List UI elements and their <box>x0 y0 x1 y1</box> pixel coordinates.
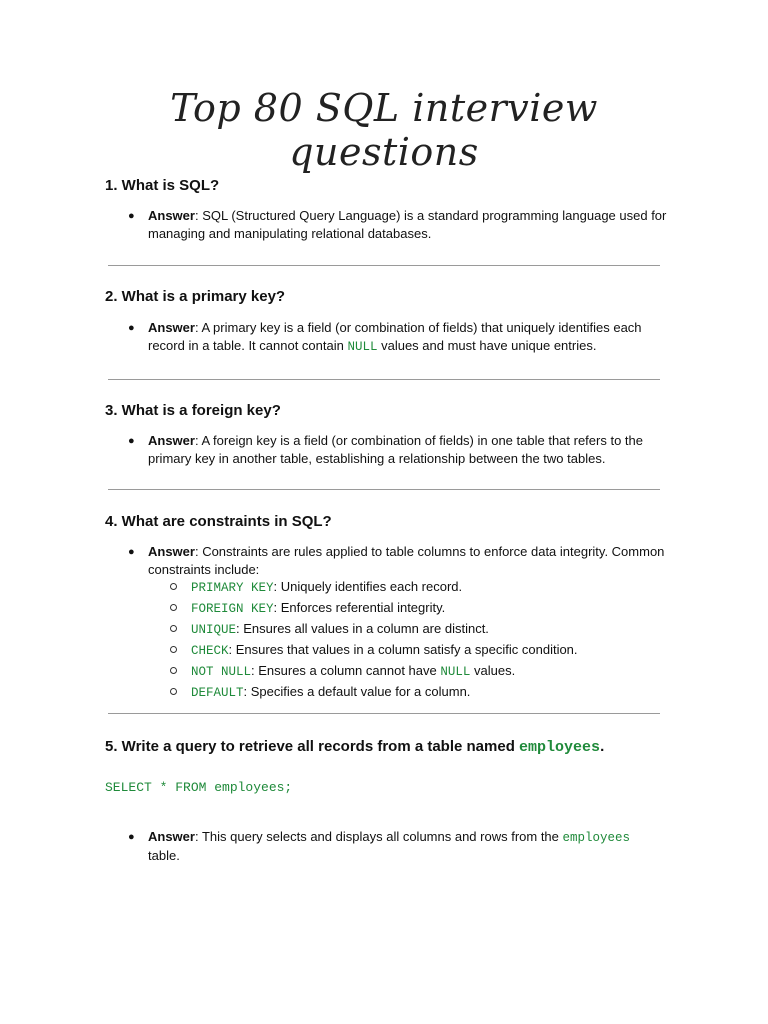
constraint-code: NOT NULL <box>191 665 252 679</box>
question-1-heading: 1. What is SQL? <box>105 177 220 194</box>
bullet-icon: ● <box>128 322 135 334</box>
list-item <box>170 577 670 598</box>
circle-bullet-icon <box>170 625 177 632</box>
question-3-answer <box>128 432 668 468</box>
question-5-heading-code: employees <box>519 739 601 756</box>
answer-text: : SQL (Structured Query Language) is a standard programming language used for managing and manipulating relational databases. <box>148 208 667 241</box>
answer-text: : A primary key is a field (or combination of fields) that uniquely identifies each record in a table. It cannot contain <box>148 320 642 353</box>
divider <box>108 379 660 380</box>
question-1-answer <box>128 207 668 243</box>
answer-text-end: values and must have unique entries. <box>377 338 597 353</box>
question-2-heading: 2. What is a primary key? <box>105 288 286 305</box>
question-5-answer <box>128 828 668 865</box>
constraint-code: FOREIGN KEY <box>191 602 274 616</box>
circle-bullet-icon <box>170 604 177 611</box>
answer-text: : Constraints are rules applied to table columns to enforce data integrity. Common constraints include: <box>148 544 665 577</box>
question-5-heading <box>105 738 604 757</box>
answer-text: : This query selects and displays all columns and rows from the <box>194 829 563 844</box>
list-item <box>170 661 670 682</box>
answer-label: Answer <box>148 208 195 223</box>
question-5-heading-text: 5. Write a query to retrieve all records from a table named <box>105 738 520 755</box>
constraints-list <box>170 577 670 703</box>
circle-bullet-icon <box>170 646 177 653</box>
constraint-text: : Ensures all values in a column are distinct. <box>236 621 489 636</box>
circle-bullet-icon <box>170 688 177 695</box>
constraint-code-null: NULL <box>440 665 471 679</box>
answer-text-end: table. <box>148 848 180 863</box>
inline-code-employees: employees <box>562 831 631 845</box>
constraint-code: UNIQUE <box>191 623 237 637</box>
constraint-text-end: values. <box>470 663 516 678</box>
constraint-code: PRIMARY KEY <box>191 581 274 595</box>
question-2-answer <box>128 319 668 356</box>
divider <box>108 265 660 266</box>
question-4-answer <box>128 543 668 579</box>
bullet-icon: ● <box>128 546 135 558</box>
document-title-line-1: Top 80 SQL interview <box>170 86 598 130</box>
circle-bullet-icon <box>170 667 177 674</box>
list-item <box>170 619 670 640</box>
inline-code-null: NULL <box>347 340 378 354</box>
divider <box>108 489 660 490</box>
sql-query-code-block: SELECT * FROM employees; <box>105 780 293 795</box>
answer-label: Answer <box>148 320 195 335</box>
answer-label: Answer <box>148 433 195 448</box>
divider <box>108 713 660 714</box>
answer-text: : A foreign key is a field (or combination of fields) in one table that refers to the primary key in another table, establishing a relationship between the two tables. <box>148 433 643 466</box>
bullet-icon: ● <box>128 831 135 843</box>
constraint-code: CHECK <box>191 644 229 658</box>
constraint-text: : Enforces referential integrity. <box>273 600 446 615</box>
list-item <box>170 682 670 703</box>
document-title-line-2: questions <box>289 130 479 174</box>
question-3-heading: 3. What is a foreign key? <box>105 402 281 419</box>
constraint-text: : Uniquely identifies each record. <box>273 579 463 594</box>
question-4-heading: 4. What are constraints in SQL? <box>105 513 332 530</box>
constraint-code: DEFAULT <box>191 686 244 700</box>
question-5-heading-end: . <box>600 738 605 755</box>
list-item <box>170 598 670 619</box>
circle-bullet-icon <box>170 583 177 590</box>
bullet-icon: ● <box>128 210 135 222</box>
answer-label: Answer <box>148 829 195 844</box>
constraint-text: : Specifies a default value for a column. <box>243 684 471 699</box>
constraint-text: : Ensures that values in a column satisfy a specific condition. <box>228 642 578 657</box>
bullet-icon: ● <box>128 435 135 447</box>
list-item <box>170 640 670 661</box>
constraint-text: : Ensures a column cannot have <box>251 663 441 678</box>
answer-label: Answer <box>148 544 195 559</box>
